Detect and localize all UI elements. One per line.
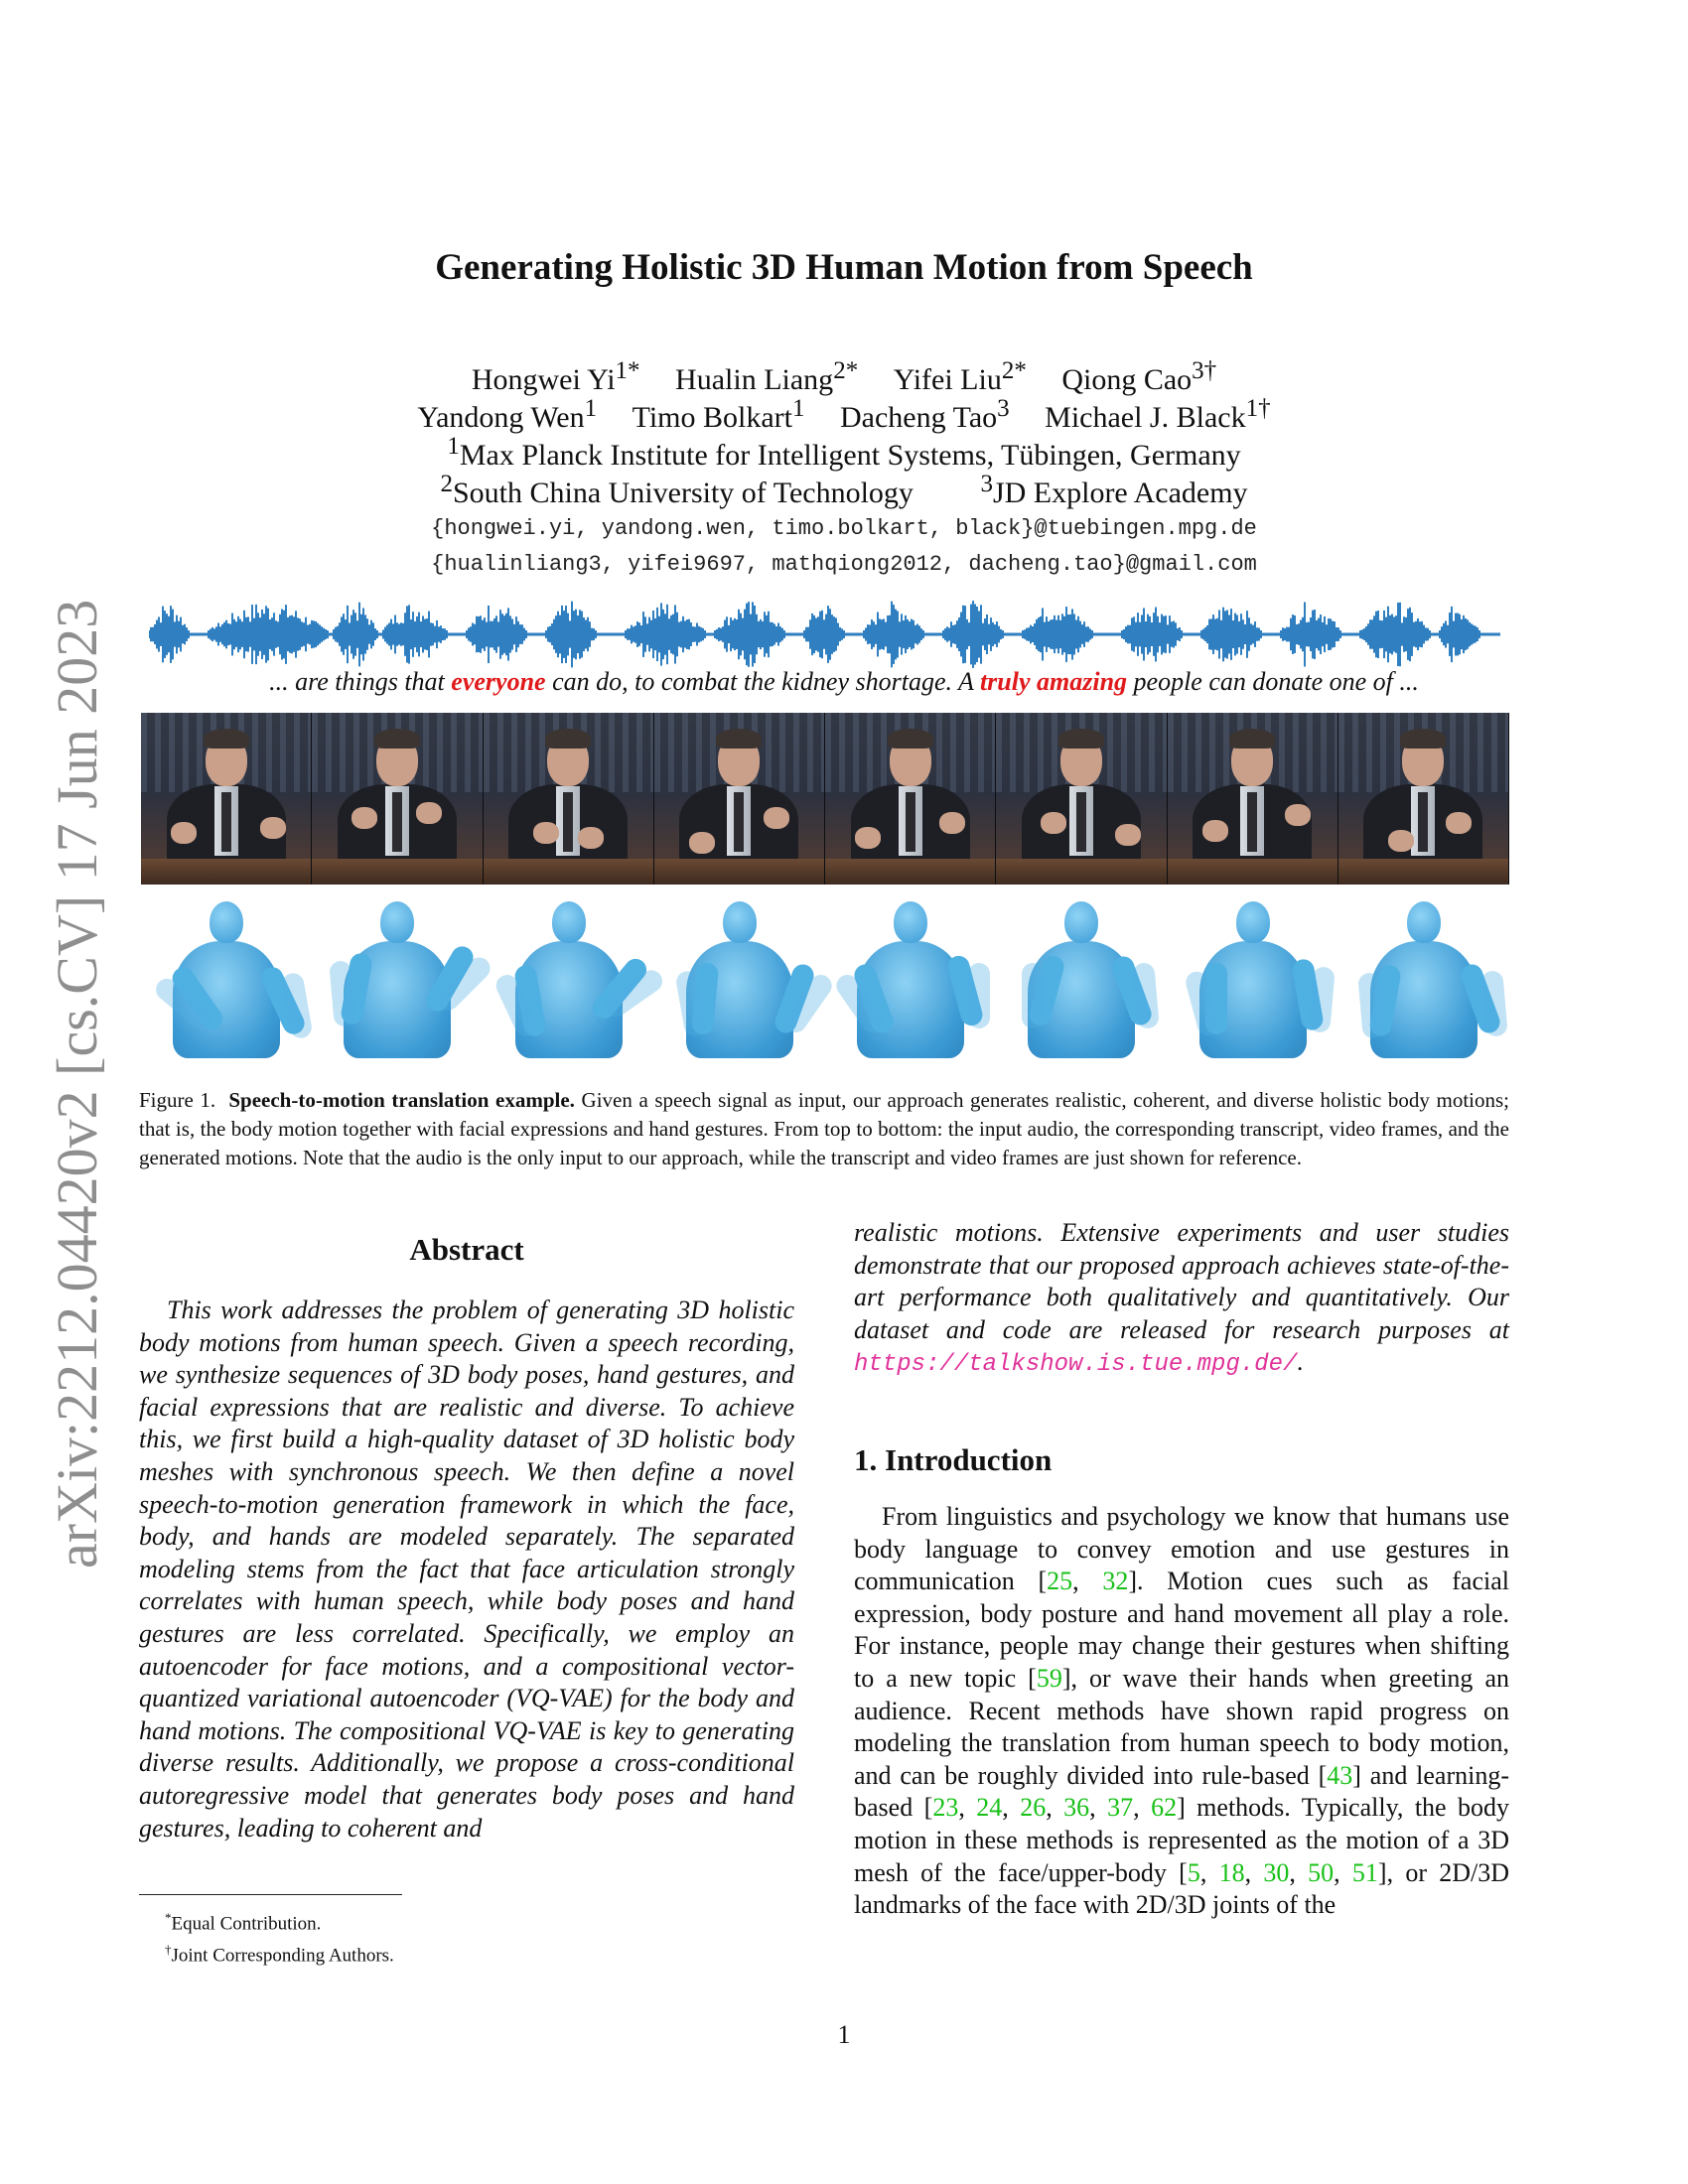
author: Hongwei $Yi^{1*}$ bbox=[471, 357, 640, 396]
highlight-word: everyone bbox=[451, 667, 546, 696]
figure-caption: Figure 1. Speech-to-motion translation example. Given a speech signal as input, our approach generates realistic, coherent, and diverse holistic body motions; that is, the body motion together with facial expressions and hand gestures. From top to bottom: the input audio, the corresponding transcript, video frames, and the generated motions. Note that the audio is the only input to our approach, while the transcript and video frames are just shown for reference. bbox=[139, 1088, 1510, 1169]
motion-mesh bbox=[141, 893, 312, 1062]
introduction-body: From linguistics and psychology we know that humans use body language to convey emotion and use gestures in communication [25, 32]. Motion cues such as facial expression, body posture and hand movement all play a role. For instance, people may change their gestures when shifting to a new topic [59], or wave their hands when greeting an audience. Recent methods have shown rapid progress on modeling the translation from human speech to body motion, and can be roughly divided into rule-based [43] and learning-based [23, 24, 26, 36, 37, 62] methods. Typically, the body motion in these methods is represented as the motion of a 3D mesh of the face/upper-body [5, 18, 30, 50, 51], or 2D/3D landmarks of the face with 2D/3D joints of the bbox=[854, 1501, 1510, 1920]
audio-waveform bbox=[149, 600, 1501, 669]
video-frame bbox=[654, 713, 825, 885]
author: Hualin Liang$^{2*}$ bbox=[675, 357, 859, 396]
citation[interactable]: 59 bbox=[1036, 1663, 1062, 1693]
email-line-1: {hongwei.yi, yandong.wen, timo.bolkart, black}@tuebingen.mpg.de bbox=[431, 516, 1257, 541]
motion-mesh bbox=[312, 893, 483, 1062]
video-frame bbox=[141, 713, 312, 885]
citation[interactable]: 50 bbox=[1308, 1857, 1335, 1887]
abstract-heading: Abstract bbox=[409, 1232, 524, 1267]
video-frame bbox=[484, 713, 654, 885]
citation[interactable]: 23 bbox=[932, 1793, 959, 1823]
arxiv-stamp: arXiv:2212.04420v2 [cs.CV] 17 Jun 2023 bbox=[45, 599, 109, 1569]
abstract-body: This work addresses the problem of generating 3D holistic body motions from human speech. Given a speech recording, we synthesize sequences of 3D body poses, hand gestures, and facial expressions that are realistic and diverse. To achieve this, we first build a high-quality dataset of 3D holistic body meshes with synchronous speech. We then define a novel speech-to-motion generation framework in which the face, body, and hands are modeled separately. The separated modeling stems from the fact that face articulation strongly correlates with human speech, while body poses and hand gestures are less correlated. Specifically, we employ an autoencoder for face motions, and a compositional vector-quantized variational autoencoder (VQ-VAE) for the body and hand motions. The compositional VQ-VAE is key to generating diverse results. Additionally, we propose a cross-conditional autoregressive model that generates body poses and hand gestures, leading to coherent and bbox=[139, 1296, 794, 1843]
footnote: *Equal Contribution. bbox=[165, 1910, 322, 1935]
video-frame bbox=[996, 713, 1167, 885]
citation[interactable]: 36 bbox=[1063, 1793, 1090, 1823]
email-line-2: {hualinliang3, yifei9697, mathqiong2012, dacheng.tao}@gmail.com bbox=[431, 552, 1257, 577]
paper-title: Generating Holistic 3D Human Motion from Speech bbox=[435, 247, 1253, 288]
citation[interactable]: 25 bbox=[1047, 1567, 1073, 1596]
motion-mesh bbox=[996, 893, 1167, 1062]
citation[interactable]: 43 bbox=[1327, 1760, 1353, 1790]
motion-mesh bbox=[484, 893, 654, 1062]
author: Dacheng Tao$^3$ bbox=[840, 395, 1010, 434]
citation[interactable]: 26 bbox=[1020, 1793, 1047, 1823]
video-frame bbox=[825, 713, 996, 885]
video-frames-strip bbox=[141, 713, 1509, 885]
footnote-rule bbox=[139, 1894, 402, 1895]
video-frame bbox=[312, 713, 483, 885]
transcript: ... are things that everyone can do, to combat the kidney shortage. A truly amazing people can donate one of ... bbox=[269, 667, 1419, 696]
footnotes bbox=[139, 1894, 536, 1970]
author: Michael J. Black$^{1\dagger}$ bbox=[1045, 395, 1271, 434]
author: Yandong Wen$^1$ bbox=[417, 395, 598, 434]
citation[interactable]: 51 bbox=[1351, 1857, 1378, 1887]
motion-mesh bbox=[654, 893, 825, 1062]
introduction-heading: 1. Introduction bbox=[854, 1441, 1053, 1477]
citation[interactable]: 5 bbox=[1187, 1857, 1200, 1887]
author: Timo Bolkart$^1$ bbox=[632, 395, 805, 434]
project-link[interactable]: https://talkshow.is.tue.mpg.de/ bbox=[854, 1351, 1298, 1379]
citation[interactable]: 37 bbox=[1107, 1793, 1134, 1823]
video-frame bbox=[1168, 713, 1338, 885]
motion-mesh bbox=[1338, 893, 1509, 1062]
affiliation-line-1: $^1$Max Planck Institute for Intelligent Systems, Tübingen, Germany bbox=[447, 433, 1241, 472]
motion-mesh bbox=[825, 893, 996, 1062]
left-column bbox=[139, 1231, 794, 1844]
citation[interactable]: 30 bbox=[1263, 1857, 1290, 1887]
citation[interactable]: 62 bbox=[1151, 1793, 1178, 1823]
citation[interactable]: 32 bbox=[1102, 1567, 1129, 1596]
citation[interactable]: 18 bbox=[1218, 1857, 1245, 1887]
affiliation-line-2: $^2$South China University of Technology $^3$JD Explore Academy bbox=[440, 471, 1248, 509]
citation[interactable]: 24 bbox=[976, 1793, 1003, 1823]
generated-motion-meshes bbox=[141, 893, 1509, 1062]
right-column bbox=[854, 1217, 1509, 1922]
video-frame bbox=[1338, 713, 1509, 885]
abstract-continuation: realistic motions. Extensive experiments and user studies demonstrate that our proposed approach achieves state-of-the-art performance both qualitatively and quantitatively. Our dataset and code are released for research purposes at https://talkshow.is.tue.mpg.de/. bbox=[854, 1218, 1509, 1379]
footnote: †Joint Corresponding Authors. bbox=[165, 1942, 394, 1967]
highlight-word: truly amazing bbox=[979, 667, 1128, 696]
motion-mesh bbox=[1168, 893, 1338, 1062]
author: Yifei Liu$^{2*}$ bbox=[893, 357, 1027, 396]
page-number: 1 bbox=[837, 2020, 851, 2049]
author: Qiong Cao$^{3\dagger}$ bbox=[1061, 357, 1217, 396]
